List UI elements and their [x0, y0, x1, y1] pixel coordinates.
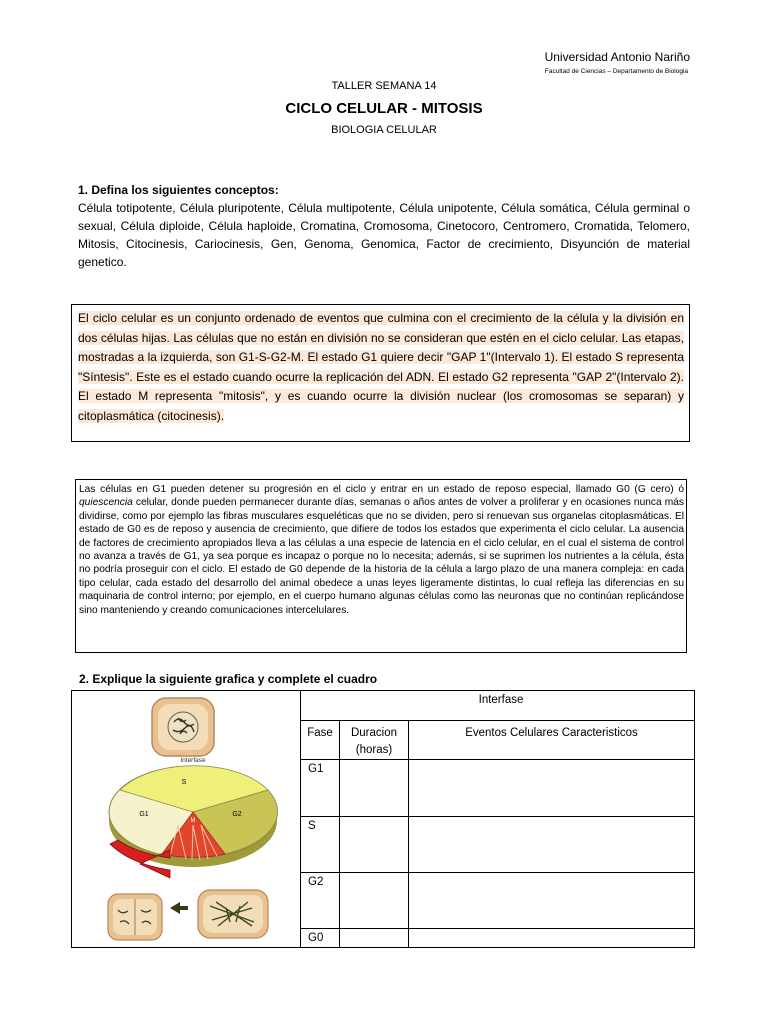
events-cell[interactable] [409, 817, 695, 873]
diagram-label-m: M [190, 818, 196, 824]
duration-cell[interactable] [340, 817, 409, 873]
g0-box [75, 479, 687, 653]
question-1 [78, 181, 690, 271]
question-1-heading: 1. Defina los siguientes conceptos: [78, 183, 279, 197]
interphase-cell-icon [152, 698, 214, 756]
cell-cycle-text: El ciclo celular es un conjunto ordenado de eventos que culmina con el crecimiento de la célula y la división en dos células hijas. Las células que no están en división no se consideran que estén en el ciclo celular. Las etapas, mostradas a la izquierda, son G1-S-G2-M. El estado G1 quiere decir "GAP 1"(Intervalo 1). El estado S representa "Síntesis". Este es el estado cuando ocurre la replicación del ADN. El estado G2 representa "GAP 2"(Intervalo 2). El estado M representa "mitosis", y es cuando ocurre la división nuclear (los cromosomas se separan) y citoplasmática (citocinesis). [78, 311, 684, 423]
row-label-s: S [301, 817, 340, 873]
row-label-g0: G0 [301, 929, 340, 948]
table-row [301, 817, 695, 873]
diagram-label-interfase: Interfase [180, 757, 206, 764]
university-name: Universidad Antonio Nariño [544, 50, 690, 64]
row-label-g2: G2 [301, 873, 340, 929]
column-header-duracion: Duracion (horas) [340, 721, 409, 760]
question-2-heading: 2. Explique la siguiente grafica y complete el cuadro [79, 672, 378, 686]
diagram-label-s: S [181, 779, 187, 786]
events-cell[interactable] [409, 929, 695, 948]
table-title: Interfase [301, 691, 695, 721]
column-header-eventos: Eventos Celulares Caracteristicos [409, 721, 695, 760]
events-cell[interactable] [409, 760, 695, 817]
cell-cycle-box [71, 304, 690, 442]
duration-cell[interactable] [340, 929, 409, 948]
left-arrow-icon [170, 902, 188, 914]
column-header-fase: Fase [301, 721, 340, 760]
faculty-name: Facultad de Ciencias – Departamento de Biologia [544, 68, 688, 75]
page-title: CICLO CELULAR - MITOSIS [285, 100, 483, 117]
events-cell[interactable] [409, 873, 695, 929]
table-row [301, 873, 695, 929]
week-label: TALLER SEMANA 14 [331, 80, 437, 92]
dividing-cell-icon-right [198, 890, 268, 938]
cell-cycle-diagram [100, 694, 290, 944]
g0-text: Las células en G1 pueden detener su progresión en el ciclo y entrar en un estado de reposo especial, llamado G0 (G cero) ó quiescencia celular, donde pueden permanecer durante días, semanas o años antes de volver a proliferar y en ocasiones nunca más dividirse, como por ejemplo las fibras musculares esqueléticas que no se dividen, pero si renuevan sus organelas citoplasmáticas. El estado de G0 es de reposo y ausencia de crecimiento, que difiere de todos los estados que experimenta el ciclo celular. La ausencia de factores de crecimiento apropiados lleva a las células a una especie de latencia en el ciclo celular, en el cual el sistema de control no avanza a través de G1, ya sea porque es incapaz o porque no lo necesita; además, si se suprimen los nutrientes a la célula, ésta no podría proseguir con el ciclo. El estado de G0 depende de la historia de la célula a largo plazo de una manera compleja: en cada tipo celular, cada estado del desarrollo del animal obedece a unas leyes ligeramente distintas, lo cual refleja las diferencias en su maquinaria de control interno; por ejemplo, en el cuerpo humano algunas células como las neuronas que no continúan replicándose sino manteniendo y creando comunicaciones intercelulares. [79, 484, 684, 616]
dividing-cell-icon-left [108, 894, 162, 940]
question-1-concepts: Célula totipotente, Célula pluripotente, Célula multipotente, Célula unipotente, Célula somática, Célula germinal o sexual, Célula diploide, Célula haploide, Cromatina, Cromosoma, Cinetocoro, Centromero, Cromatida, Telomero, Mitosis, Citocinesis, Cariocinesis, Gen, Genoma, Genomica, Factor de crecimiento, Disyunción de material genetico. [78, 201, 690, 269]
row-label-g1: G1 [301, 760, 340, 817]
quiescencia-term: quiescencia [79, 497, 133, 509]
duration-cell[interactable] [340, 760, 409, 817]
subject-label: BIOLOGIA CELULAR [331, 124, 437, 136]
duration-cell[interactable] [340, 873, 409, 929]
interphase-table [300, 690, 695, 948]
table-row [301, 929, 695, 948]
table-row [301, 760, 695, 817]
diagram-label-g1: G1 [139, 811, 149, 818]
diagram-label-g2: G2 [232, 811, 242, 818]
